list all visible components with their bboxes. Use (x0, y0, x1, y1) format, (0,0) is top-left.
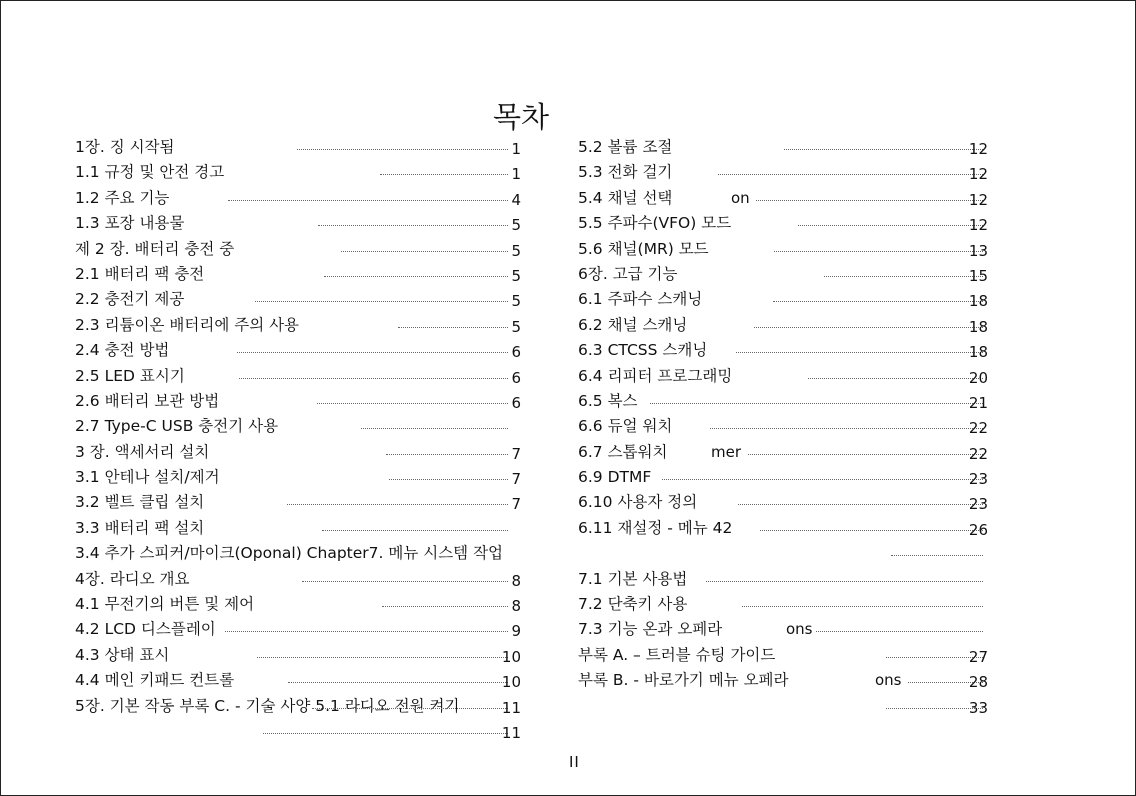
toc-entry-label: 3.2 벨트 클립 설치 (75, 493, 205, 512)
toc-entry[interactable] (578, 617, 988, 642)
toc-entry-page: 6 (511, 343, 521, 362)
toc-entry-label: 5장. 기본 작동 부록 C. - 기술 사양 5.1 라디오 전원 켜기 (75, 696, 460, 715)
toc-entry-label: 5.4 채널 선택 (578, 188, 673, 207)
toc-entry[interactable] (75, 414, 521, 439)
toc-entry-page: 12 (968, 165, 988, 184)
toc-entry-label: 4.1 무전기의 버튼 및 제어 (75, 595, 255, 614)
toc-entry[interactable] (75, 160, 521, 185)
toc-entry[interactable] (75, 313, 521, 338)
toc-entry-label: 5.3 전화 걸기 (578, 163, 673, 182)
toc-entry-label: 제 2 장. 배터리 충전 중 (75, 239, 235, 258)
toc-entry[interactable] (75, 668, 521, 693)
toc-entry[interactable] (75, 592, 521, 617)
dot-leader (389, 479, 508, 480)
dot-leader (398, 327, 508, 328)
dot-leader (361, 428, 508, 429)
toc-entry-page: 20 (968, 368, 988, 387)
toc-entry[interactable] (578, 389, 988, 414)
toc-entry-page: 7 (511, 470, 521, 489)
toc-entry[interactable] (578, 287, 988, 312)
toc-entry[interactable] (578, 160, 988, 185)
toc-entry[interactable] (75, 262, 521, 287)
toc-entry-fragment: ons (786, 620, 813, 639)
dot-leader (257, 657, 508, 658)
toc-entry-label: 4.2 LCD 디스플레이 (75, 620, 216, 639)
toc-entry-page: 26 (968, 520, 988, 539)
dot-leader (754, 327, 983, 328)
toc-entry-page: 18 (968, 317, 988, 336)
dot-leader (706, 581, 983, 582)
toc-entry-page: 22 (968, 444, 988, 463)
dot-leader (756, 200, 983, 201)
toc-entry-page: 6 (511, 393, 521, 412)
dot-leader (784, 149, 983, 150)
toc-entry-page: 1 (511, 165, 521, 184)
dot-leader (380, 174, 508, 175)
toc-entry-label: 부록 A. – 트러블 슈팅 가이드 (578, 645, 776, 664)
dot-leader (738, 504, 983, 505)
toc-entry-label: 2.3 리튬이온 배터리에 주의 사용 (75, 315, 300, 334)
toc-entry-label: 6.5 복스 (578, 391, 638, 410)
dot-leader (798, 225, 983, 226)
toc-entry-page: 22 (968, 419, 988, 438)
toc-entry-page: 11 (501, 698, 521, 717)
toc-entry[interactable] (578, 211, 988, 236)
toc-entry-page: 5 (511, 266, 521, 285)
toc-entry-label: 5.2 볼륨 조절 (578, 138, 673, 156)
toc-entry-page: 23 (968, 495, 988, 514)
toc-entry[interactable] (75, 287, 521, 312)
toc-entry-label: 6.6 듀얼 워치 (578, 417, 673, 436)
dot-leader (297, 149, 508, 150)
toc-entry-page: 1 (511, 140, 521, 158)
dot-leader (736, 352, 983, 353)
toc-entry-page: 21 (968, 393, 988, 412)
toc-entry-label: 2.2 충전기 제공 (75, 290, 185, 309)
toc-entry-page: 10 (501, 647, 521, 666)
toc-entry-label: 3 장. 액세서리 설치 (75, 442, 210, 461)
toc-entry-label: 7.1 기본 사용법 (578, 569, 688, 588)
dot-leader (710, 428, 983, 429)
toc-entry-page: 12 (968, 190, 988, 209)
toc-entry-label: 2.1 배터리 팩 충전 (75, 264, 205, 283)
dot-leader (239, 378, 508, 379)
dot-leader (312, 708, 508, 709)
dot-leader (891, 555, 983, 556)
dot-leader (318, 225, 508, 226)
dot-leader (324, 276, 508, 277)
toc-entry-page: 5 (511, 317, 521, 336)
toc-title: 목차 (492, 100, 550, 134)
toc-entry-label: 4.3 상태 표시 (75, 645, 170, 664)
toc-entry-label: 6.3 CTCSS 스캐닝 (578, 341, 708, 360)
toc-entry-page: 7 (511, 444, 521, 463)
dot-leader (386, 454, 508, 455)
toc-entry-page: 13 (968, 241, 988, 260)
toc-entry-label: 6.11 재설정 - 메뉴 42 (578, 518, 733, 537)
toc-entry[interactable] (578, 313, 988, 338)
toc-entry-page: 5 (511, 216, 521, 235)
toc-entry[interactable] (578, 237, 988, 262)
toc-entry-label: 6.7 스톱워치 (578, 442, 668, 461)
toc-entry[interactable] (578, 567, 988, 592)
dot-leader (382, 606, 508, 607)
dot-leader (287, 504, 508, 505)
toc-entry-fragment: mer (711, 442, 742, 461)
dot-leader (662, 479, 983, 480)
toc-entry[interactable] (578, 465, 988, 490)
toc-entry[interactable] (75, 541, 521, 566)
toc-entry-page: 4 (511, 190, 521, 209)
dot-leader (824, 276, 983, 277)
dot-leader (237, 352, 508, 353)
toc-entry-page: 7 (511, 495, 521, 514)
toc-entry[interactable] (578, 414, 988, 439)
toc-entry[interactable] (578, 592, 988, 617)
toc-entry-label: 5.6 채널(MR) 모드 (578, 239, 709, 258)
dot-leader (317, 403, 508, 404)
dot-leader (742, 606, 983, 607)
toc-entry[interactable] (578, 694, 988, 719)
toc-entry[interactable] (578, 364, 988, 389)
toc-entry-label: 3.1 안테나 설치/제거 (75, 468, 220, 487)
dot-leader (650, 403, 983, 404)
toc-entry-label: 7.3 기능 온과 오페라 (578, 620, 723, 639)
toc-entry[interactable] (75, 719, 521, 744)
toc-entry[interactable] (75, 364, 521, 389)
toc-entry[interactable] (578, 262, 988, 287)
toc-entry-label: 1장. 징 시작됨 (75, 138, 175, 156)
toc-entry[interactable] (578, 186, 988, 211)
toc-entry[interactable] (75, 186, 521, 211)
toc-entry-page: 9 (511, 622, 521, 641)
toc-entry[interactable] (578, 541, 988, 566)
toc-entry-label: 1.3 포장 내용물 (75, 214, 185, 233)
toc-entry-label: 3.3 배터리 팩 설치 (75, 518, 205, 537)
toc-entry-page: 18 (968, 292, 988, 311)
dot-leader (255, 301, 508, 302)
toc-entry-page: 12 (968, 216, 988, 235)
toc-entry-label: 2.7 Type-C USB 충전기 사용 (75, 417, 279, 436)
toc-entry-page: 11 (501, 723, 521, 742)
toc-entry[interactable] (75, 694, 521, 719)
toc-entry-label: 4.4 메인 키패드 컨트롤 (75, 671, 235, 690)
dot-leader (774, 251, 983, 252)
toc-entry-page: 8 (511, 597, 521, 616)
toc-entry-page: 28 (968, 673, 988, 692)
toc-entry[interactable] (75, 567, 521, 592)
dot-leader (808, 378, 983, 379)
toc-entry-label: 2.6 배터리 보관 방법 (75, 391, 220, 410)
toc-entry-fragment: on (731, 188, 750, 207)
toc-entry[interactable] (578, 338, 988, 363)
toc-entry[interactable] (578, 135, 988, 160)
toc-entry-label: 2.4 충전 방법 (75, 341, 170, 360)
toc-entry-page: 5 (511, 241, 521, 260)
toc-entry-label: 6장. 고급 기능 (578, 264, 678, 283)
toc-entry[interactable] (75, 389, 521, 414)
toc-entry[interactable] (578, 490, 988, 515)
toc-entry-label: 5.5 주파수(VFO) 모드 (578, 214, 732, 233)
toc-entry-label: 6.4 리피터 프로그래밍 (578, 366, 733, 385)
toc-entry[interactable] (75, 211, 521, 236)
toc-entry[interactable] (578, 668, 988, 693)
toc-entry-label: 6.10 사용자 정의 (578, 493, 698, 512)
toc-entry-label: 7.2 단축키 사용 (578, 595, 688, 614)
toc-left-column (75, 135, 521, 744)
toc-entry[interactable] (578, 516, 988, 541)
toc-entry[interactable] (75, 465, 521, 490)
toc-entry-label: 4장. 라디오 개요 (75, 569, 190, 588)
toc-entry[interactable] (75, 440, 521, 465)
toc-entry-page: 6 (511, 368, 521, 387)
toc-entry[interactable] (578, 643, 988, 668)
toc-entry[interactable] (578, 440, 988, 465)
toc-entry-page: 5 (511, 292, 521, 311)
dot-leader (263, 733, 508, 734)
toc-entry-page: 33 (968, 698, 988, 717)
toc-entry-page: 8 (511, 571, 521, 590)
toc-entry[interactable] (75, 643, 521, 668)
toc-entry-label: 1.2 주요 기능 (75, 188, 170, 207)
toc-entry-label: 6.1 주파수 스캐닝 (578, 290, 703, 309)
toc-entry-page: 12 (968, 140, 988, 158)
toc-entry-page: 27 (968, 647, 988, 666)
toc-entry-label: 1.1 규정 및 안전 경고 (75, 163, 225, 182)
dot-leader (341, 251, 508, 252)
toc-entry-label: 2.5 LED 표시기 (75, 366, 185, 385)
toc-entry[interactable] (75, 237, 521, 262)
dot-leader (302, 581, 508, 582)
toc-entry-label: 6.9 DTMF (578, 468, 652, 487)
toc-entry[interactable] (75, 490, 521, 515)
dot-leader (225, 631, 508, 632)
page-number: II (569, 753, 580, 771)
toc-entry[interactable] (75, 135, 521, 160)
dot-leader (718, 174, 983, 175)
toc-entry[interactable] (75, 516, 521, 541)
toc-entry-page: 15 (968, 266, 988, 285)
toc-entry[interactable] (75, 338, 521, 363)
toc-right-column (578, 135, 988, 719)
toc-entry-page: 18 (968, 343, 988, 362)
dot-leader (322, 530, 508, 531)
toc-entry-page: 10 (501, 673, 521, 692)
toc-entry-fragment: ons (875, 671, 902, 690)
dot-leader (288, 682, 508, 683)
toc-entry-page: 23 (968, 470, 988, 489)
dot-leader (748, 454, 983, 455)
dot-leader (816, 631, 983, 632)
dot-leader (228, 200, 508, 201)
toc-entry-label: 부록 B. - 바로가기 메뉴 오페라 (578, 671, 789, 690)
toc-entry-label: 3.4 추가 스피커/마이크(Oponal) Chapter7. 메뉴 시스템 작업 (75, 544, 504, 563)
dot-leader (760, 530, 983, 531)
toc-entry[interactable] (75, 617, 521, 642)
toc-entry-label: 6.2 채널 스캐닝 (578, 315, 688, 334)
dot-leader (773, 301, 983, 302)
